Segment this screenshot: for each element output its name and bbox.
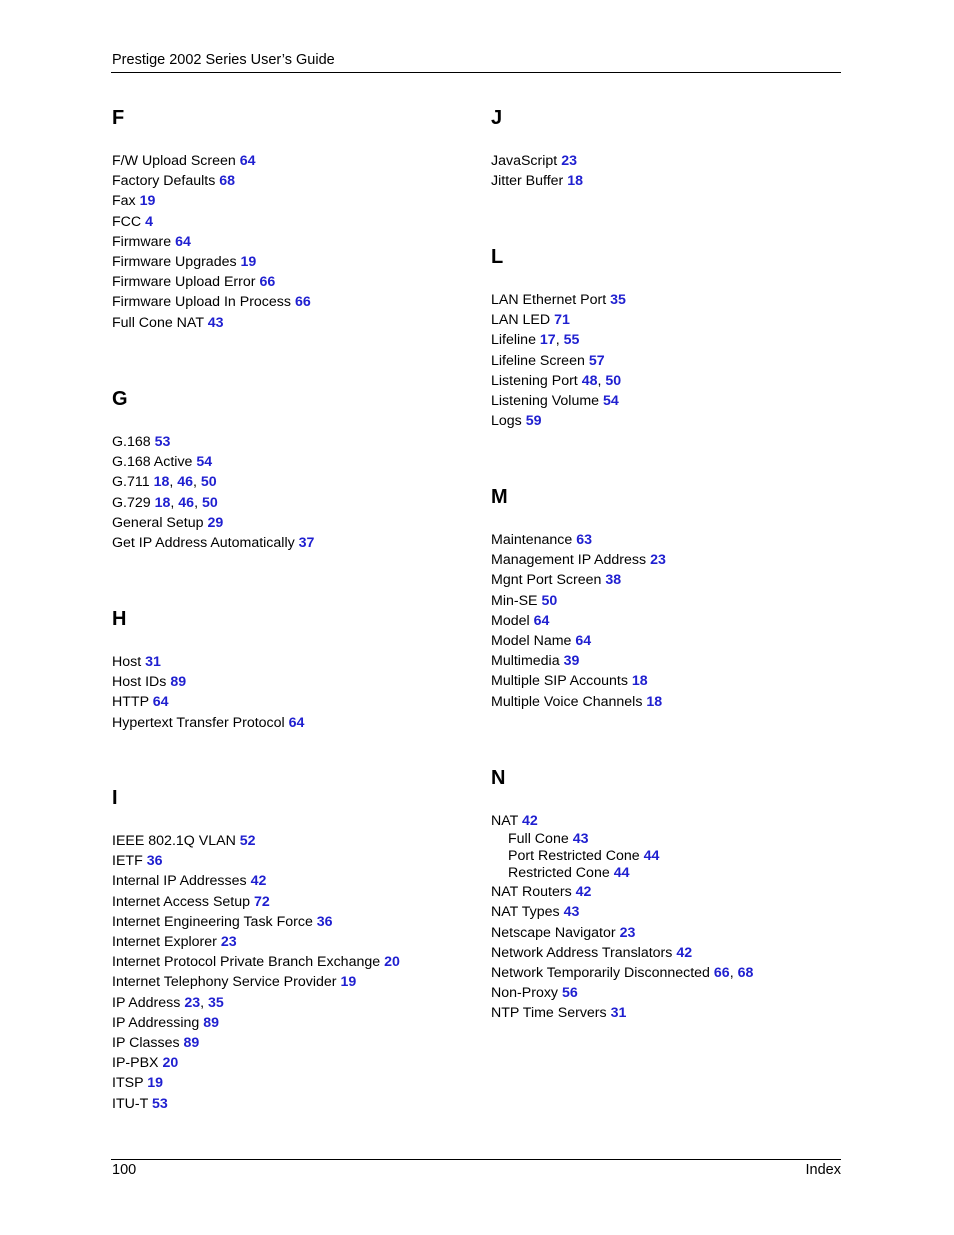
index-term: NAT Routers	[491, 884, 572, 901]
index-entry-firmware-upload-error	[112, 272, 311, 292]
index-term: Host	[112, 654, 142, 670]
index-entry-firmware-upgrades	[112, 252, 311, 272]
index-term: Get IP Address Automatically	[112, 535, 295, 552]
page-reference-link[interactable]: 17	[539, 332, 556, 349]
index-term: IP Address	[112, 994, 181, 1011]
index-term: ITU-T	[112, 1095, 148, 1112]
page-reference-link[interactable]: 66	[713, 965, 730, 982]
index-entry-jitter-buffer	[491, 171, 583, 191]
page-reference-link[interactable]: 63	[576, 532, 592, 548]
index-term: Listening Port	[491, 372, 578, 389]
page-reference-link[interactable]: 64	[288, 714, 305, 731]
index-section	[112, 388, 314, 553]
index-entry-ip-pbx	[112, 1053, 400, 1073]
index-term: IP Classes	[112, 1035, 180, 1052]
page-reference-link[interactable]: 19	[139, 193, 156, 210]
index-term: Internet Explorer	[112, 934, 217, 951]
index-term: Listening Volume	[491, 393, 600, 410]
index-letter-heading: M	[491, 486, 508, 508]
index-entry-listening-port: Listening Port 48, 50	[491, 372, 622, 389]
index-entry-logs	[491, 411, 626, 431]
index-term: G.729	[112, 494, 151, 511]
index-term: Firmware Upload Error	[112, 274, 256, 291]
index-entry-nat-types	[491, 902, 753, 922]
page-reference-link[interactable]: 56	[561, 985, 578, 1002]
index-entry-internet-telephony-service-provider	[112, 972, 400, 992]
page-reference-link[interactable]: 72	[253, 893, 270, 910]
index-entry-model-name	[491, 631, 666, 651]
index-entry-multimedia	[491, 651, 666, 671]
index-term: Model	[491, 612, 530, 629]
index-entry-nat-routers	[491, 882, 753, 902]
index-entry-hypertext-transfer-protocol	[112, 713, 304, 733]
index-term: G.168	[112, 434, 151, 450]
page-reference-link[interactable]: 68	[737, 965, 754, 982]
index-entry-lifeline: Lifeline 17, 55	[491, 332, 580, 349]
index-term: G.168 Active	[112, 454, 193, 471]
index-term: Port Restricted Cone	[508, 848, 640, 865]
page-reference-link[interactable]: 44	[643, 848, 660, 865]
index-entry-f-w-upload-screen	[112, 151, 311, 171]
page-reference-link[interactable]: 50	[541, 592, 558, 609]
page-reference-link[interactable]: 18	[567, 173, 584, 190]
index-entry-itsp	[112, 1073, 400, 1093]
index-section	[112, 608, 304, 733]
page-reference-link[interactable]: 53	[151, 1095, 168, 1112]
page-reference-link[interactable]: 68	[219, 173, 236, 190]
index-entry-multiple-sip-accounts	[491, 671, 666, 691]
index-entry-itu-t	[112, 1094, 400, 1114]
index-term: IETF	[112, 853, 143, 870]
page-reference-link[interactable]: 50	[200, 474, 217, 491]
index-term: Host IDs	[112, 674, 167, 691]
index-entry-g-711: G.711 18, 46, 50	[112, 474, 217, 491]
index-entry-ip-addressing	[112, 1013, 400, 1033]
page-number: 100	[112, 1162, 137, 1178]
index-term: Internet Engineering Task Force	[112, 913, 313, 930]
index-term: NTP Time Servers	[491, 1005, 607, 1022]
index-entry-model	[491, 611, 666, 631]
index-term: Non-Proxy	[491, 985, 559, 1002]
page-reference-link[interactable]: 64	[575, 633, 592, 650]
index-letter-heading: J	[491, 107, 503, 129]
index-term: IP Addressing	[112, 1014, 200, 1031]
index-term: Full Cone	[508, 831, 569, 848]
page-reference-link[interactable]: 36	[316, 913, 333, 930]
page-reference-link[interactable]: 71	[554, 312, 570, 329]
index-term: FCC	[112, 213, 142, 230]
page-reference-link[interactable]: 19	[340, 974, 357, 991]
index-section	[491, 246, 626, 431]
index-term: G.711	[112, 474, 150, 491]
index-entry-g-729: G.729 18, 46, 50	[112, 494, 218, 511]
index-section	[112, 787, 400, 1114]
index-entry-javascript	[491, 151, 583, 171]
page-reference-link[interactable]: 23	[184, 994, 201, 1011]
index-term: General Setup	[112, 514, 204, 531]
index-term: Hypertext Transfer Protocol	[112, 714, 285, 731]
page-reference-link[interactable]: 23	[619, 924, 636, 941]
page-reference-link[interactable]: 18	[646, 693, 663, 710]
index-entry-general-setup	[112, 513, 314, 533]
index-entry-network-temporarily-disconnected: Network Temporarily Disconnected 66, 68	[491, 965, 754, 982]
index-term: Logs	[491, 413, 522, 430]
index-entry-listening-volume	[491, 391, 626, 411]
index-term: Multiple SIP Accounts	[491, 673, 628, 690]
index-term: Internet Access Setup	[112, 893, 251, 910]
index-term: NAT Types	[491, 904, 560, 921]
page-reference-link[interactable]: 20	[162, 1055, 179, 1072]
index-term: IEEE 802.1Q VLAN	[112, 833, 236, 849]
page-reference-link[interactable]: 42	[250, 873, 267, 890]
page-reference-link[interactable]: 66	[259, 274, 276, 291]
index-term: Network Temporarily Disconnected	[491, 965, 710, 982]
footer-section-label: Index	[805, 1162, 841, 1178]
index-entry-g-168-active	[112, 452, 314, 472]
index-term: IP-PBX	[112, 1055, 159, 1072]
page-reference-link[interactable]: 36	[146, 853, 163, 870]
page-reference-link[interactable]: 89	[183, 1035, 200, 1052]
page-reference-link[interactable]: 55	[563, 332, 580, 349]
page-reference-link[interactable]: 35	[610, 292, 626, 308]
index-letter-heading: I	[112, 787, 118, 809]
index-term: NAT	[491, 813, 519, 829]
index-entry-maintenance	[491, 530, 666, 550]
index-term: LAN LED	[491, 312, 551, 329]
index-entry-internet-protocol-private-branch-exchange	[112, 952, 400, 972]
index-entry-factory-defaults	[112, 171, 311, 191]
page-reference-link[interactable]: 52	[239, 833, 256, 849]
index-entry-nat	[491, 811, 753, 831]
index-entry-lan-ethernet-port	[491, 290, 626, 310]
page-reference-link[interactable]: 42	[676, 944, 693, 961]
index-entry-http	[112, 692, 304, 712]
index-entry-management-ip-address	[491, 550, 666, 570]
page-reference-link[interactable]: 29	[207, 514, 224, 531]
index-entry-lan-led	[491, 310, 626, 330]
index-entry-ntp-time-servers	[491, 1003, 753, 1023]
index-term: Maintenance	[491, 532, 573, 548]
index-entry-min-se	[491, 591, 666, 611]
page-reference-link[interactable]: 44	[613, 865, 630, 882]
index-entry-firmware	[112, 232, 311, 252]
index-subentry-restricted-cone	[491, 865, 753, 882]
index-term: Fax	[112, 193, 136, 210]
index-section	[491, 107, 583, 191]
index-entry-netscape-navigator	[491, 923, 753, 943]
page-reference-link[interactable]: 23	[650, 552, 666, 569]
index-term: Multimedia	[491, 653, 560, 670]
page-reference-link[interactable]: 59	[525, 413, 542, 430]
page-reference-link[interactable]: 64	[175, 233, 191, 250]
header-rule	[111, 72, 841, 73]
index-letter-heading: L	[491, 246, 504, 268]
index-entry-internal-ip-addresses	[112, 871, 400, 891]
page-reference-link[interactable]: 19	[240, 254, 257, 271]
index-term: Full Cone NAT	[112, 314, 204, 331]
page-reference-link[interactable]: 18	[154, 494, 171, 511]
page-reference-link[interactable]: 53	[154, 434, 171, 450]
index-term: F/W Upload Screen	[112, 153, 236, 169]
index-term: Network Address Translators	[491, 944, 673, 961]
index-section	[491, 486, 666, 712]
page-reference-link[interactable]: 37	[298, 535, 315, 552]
page-reference-link[interactable]: 46	[178, 494, 195, 511]
page-reference-link[interactable]: 43	[207, 314, 224, 331]
index-letter-heading: N	[491, 767, 506, 789]
index-term: Restricted Cone	[508, 865, 610, 882]
index-entry-internet-explorer	[112, 932, 400, 952]
page-reference-link[interactable]: 31	[145, 654, 161, 670]
page-reference-link[interactable]: 42	[522, 813, 538, 829]
index-subentry-full-cone	[491, 831, 753, 848]
index-entry-network-address-translators	[491, 943, 753, 963]
index-entry-internet-access-setup	[112, 892, 400, 912]
page-reference-link[interactable]: 64	[152, 694, 169, 711]
index-term: HTTP	[112, 694, 149, 711]
page-reference-link[interactable]: 38	[605, 572, 622, 589]
page-reference-link[interactable]: 19	[147, 1075, 164, 1092]
page-reference-link[interactable]: 18	[153, 474, 170, 491]
index-letter-heading: H	[112, 608, 127, 630]
page-reference-link[interactable]: 43	[563, 904, 580, 921]
page-header-title: Prestige 2002 Series User’s Guide	[112, 52, 335, 68]
index-term: ITSP	[112, 1075, 144, 1092]
index-term: Netscape Navigator	[491, 924, 616, 941]
index-entry-non-proxy	[491, 983, 753, 1003]
index-term: Factory Defaults	[112, 173, 216, 190]
page-reference-link[interactable]: 57	[588, 352, 605, 369]
index-entry-mgnt-port-screen	[491, 570, 666, 590]
index-term: Internet Protocol Private Branch Exchange	[112, 954, 381, 971]
index-entry-ietf	[112, 851, 400, 871]
page-reference-link[interactable]: 35	[207, 994, 224, 1011]
index-term: Lifeline Screen	[491, 352, 585, 369]
page-reference-link[interactable]: 20	[384, 954, 400, 971]
page-reference-link[interactable]: 64	[533, 612, 550, 629]
index-entry-fcc	[112, 212, 311, 232]
index-entry-fax	[112, 191, 311, 211]
index-section	[491, 767, 753, 1024]
index-term: Multiple Voice Channels	[491, 693, 643, 710]
page-reference-link[interactable]: 46	[177, 474, 194, 491]
page-reference-link[interactable]: 48	[581, 372, 598, 389]
page-reference-link[interactable]: 23	[561, 153, 577, 169]
index-term: Mgnt Port Screen	[491, 572, 602, 589]
page-reference-link[interactable]: 89	[170, 674, 187, 691]
page-reference-link[interactable]: 18	[631, 673, 648, 690]
index-entry-get-ip-address-automatically	[112, 533, 314, 553]
index-term: Min-SE	[491, 592, 538, 609]
page-reference-link[interactable]: 23	[220, 934, 237, 951]
page-reference-link[interactable]: 64	[239, 153, 256, 169]
index-term: Model Name	[491, 633, 572, 650]
index-entry-host-ids	[112, 672, 304, 692]
index-term: Jitter Buffer	[491, 173, 564, 190]
index-term: Firmware	[112, 233, 172, 250]
page-reference-link[interactable]: 4	[145, 213, 154, 230]
index-term: Firmware Upload In Process	[112, 294, 291, 311]
page-reference-link[interactable]: 66	[294, 294, 311, 311]
index-section	[112, 107, 311, 333]
footer-rule	[111, 1159, 841, 1160]
index-entry-host	[112, 652, 304, 672]
index-letter-heading: F	[112, 107, 125, 129]
index-term: JavaScript	[491, 153, 558, 169]
index-entry-firmware-upload-in-process	[112, 292, 311, 312]
index-term: LAN Ethernet Port	[491, 292, 607, 308]
page-reference-link[interactable]: 54	[196, 454, 213, 471]
index-entry-multiple-voice-channels	[491, 692, 666, 712]
page-reference-link[interactable]: 50	[201, 494, 218, 511]
page-reference-link[interactable]: 89	[203, 1014, 220, 1031]
page-reference-link[interactable]: 31	[610, 1005, 627, 1022]
index-subentry-port-restricted-cone	[491, 848, 753, 865]
index-entry-full-cone-nat	[112, 313, 311, 333]
page-reference-link[interactable]: 42	[575, 884, 592, 901]
index-term: Lifeline	[491, 332, 536, 349]
index-entry-g-168	[112, 432, 314, 452]
index-entry-lifeline-screen	[491, 351, 626, 371]
index-term: Firmware Upgrades	[112, 254, 237, 271]
index-term: Management IP Address	[491, 552, 647, 569]
index-term: Internal IP Addresses	[112, 873, 247, 890]
index-entry-internet-engineering-task-force	[112, 912, 400, 932]
page-reference-link[interactable]: 50	[605, 372, 622, 389]
index-entry-ip-address: IP Address 23, 35	[112, 994, 224, 1011]
index-entry-ip-classes	[112, 1033, 400, 1053]
page-reference-link[interactable]: 43	[572, 831, 589, 848]
index-entry-ieee-802-1q-vlan	[112, 831, 400, 851]
page-reference-link[interactable]: 39	[563, 653, 580, 670]
page-reference-link[interactable]: 54	[603, 393, 619, 410]
index-term: Internet Telephony Service Provider	[112, 974, 337, 991]
index-letter-heading: G	[112, 388, 128, 410]
